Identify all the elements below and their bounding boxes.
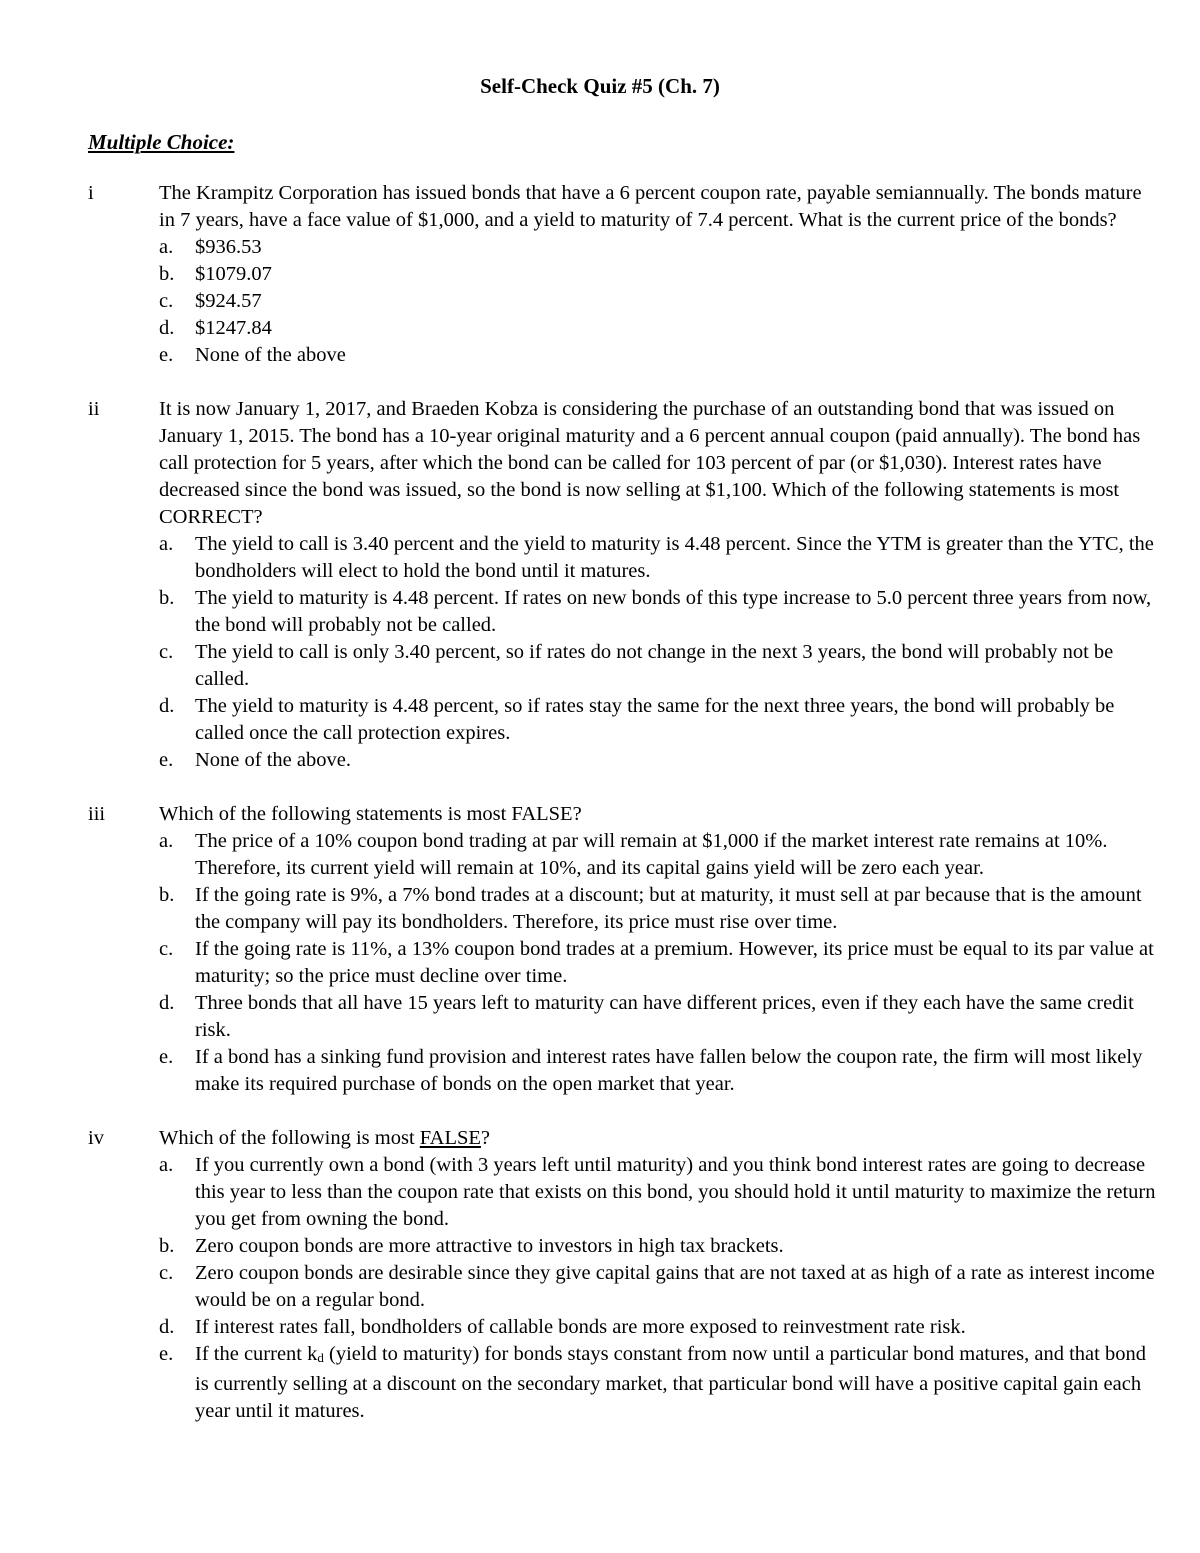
choice-text: If interest rates fall, bondholders of callable bonds are more exposed to reinvestment rate risk. (195, 1316, 966, 1338)
choice-text: $924.57 (195, 290, 262, 312)
choice-text: If you currently own a bond (with 3 years left until maturity) and you think bond interest rates are going to decrease this year to less than the coupon rate that exists on this bond, you should hold it until maturity to maximize the return you get from owning the bond. (195, 1154, 1156, 1230)
choice-letter: d. (159, 695, 175, 717)
question-ii (88, 396, 1158, 774)
choice-b (159, 585, 1158, 639)
choice-text: Three bonds that all have 15 years left to maturity can have different prices, even if they each have the same credit risk. (195, 992, 1134, 1041)
choice-letter: b. (159, 587, 175, 609)
choice-a (159, 1152, 1158, 1233)
choice-letter: b. (159, 263, 175, 285)
choice-letter: d. (159, 992, 175, 1014)
choice-list (159, 1152, 1158, 1425)
choice-d (159, 693, 1158, 747)
choice-letter: e. (159, 1343, 174, 1365)
question-number: iv (88, 1127, 104, 1149)
choice-text: If the going rate is 11%, a 13% coupon bond trades at a premium. However, its price must be equal to its par value at maturity; so the price must decline over time. (195, 938, 1154, 987)
choice-text: Zero coupon bonds are more attractive to investors in high tax brackets. (195, 1235, 784, 1257)
choice-a (159, 531, 1158, 585)
choice-e (159, 1341, 1158, 1425)
choice-c (159, 936, 1158, 990)
choice-c (159, 639, 1158, 693)
choice-letter: e. (159, 749, 174, 771)
choice-letter: e. (159, 1046, 174, 1068)
question-list (88, 180, 1158, 1452)
choice-letter: d. (159, 317, 175, 339)
choice-text: $1247.84 (195, 317, 272, 339)
choice-letter: c. (159, 1262, 174, 1284)
choice-list (159, 234, 1158, 369)
question-text (159, 1125, 1158, 1152)
choice-e (159, 747, 1158, 774)
choice-letter: e. (159, 344, 174, 366)
question-text-before: Which of the following is most (159, 1127, 420, 1149)
choice-text: None of the above. (195, 749, 351, 771)
choice-e (159, 1044, 1158, 1098)
choice-c (159, 1260, 1158, 1314)
choice-letter: b. (159, 1235, 175, 1257)
choice-e (159, 342, 1158, 369)
choice-letter: a. (159, 830, 174, 852)
choice-a (159, 828, 1158, 882)
choice-text: If the going rate is 9%, a 7% bond trades at a discount; but at maturity, it must sell at par because that is the amount the company will pay its bondholders. Therefore, its price must rise over time. (195, 884, 1142, 933)
choice-text: $1079.07 (195, 263, 272, 285)
choice-d (159, 990, 1158, 1044)
question-number: i (88, 182, 94, 204)
choice-text-before: If the current k (195, 1343, 318, 1365)
choice-text: The yield to maturity is 4.48 percent, so if rates stay the same for the next three years, the bond will probably be called once the call protection expires. (195, 695, 1115, 744)
choice-list (159, 531, 1158, 774)
choice-text: The yield to call is 3.40 percent and the yield to maturity is 4.48 percent. Since the YTM is greater than the YTC, the bondholders will elect to hold the bond until it matures. (195, 533, 1154, 582)
question-text: Which of the following statements is most FALSE? (159, 803, 582, 825)
choice-text: $936.53 (195, 236, 262, 258)
question-iv (88, 1125, 1158, 1425)
choice-text: The price of a 10% coupon bond trading at par will remain at $1,000 if the market interest rate remains at 10%. Therefore, its current yield will remain at 10%, and its capital gains yield will be zero each year. (195, 830, 1108, 879)
choice-text (195, 1343, 1146, 1422)
question-text: The Krampitz Corporation has issued bonds that have a 6 percent coupon rate, payable semiannually. The bonds mature in 7 years, have a face value of $1,000, and a yield to maturity of 7.4 percent. What is the current price of the bonds? (159, 182, 1142, 231)
choice-text: If a bond has a sinking fund provision and interest rates have fallen below the coupon rate, the firm will most likely make its required purchase of bonds on the open market that year. (195, 1046, 1143, 1095)
question-text-after: ? (480, 1127, 491, 1149)
question-number: iii (88, 803, 106, 825)
question-number: ii (88, 398, 100, 420)
choice-text-subscript: d (317, 1350, 324, 1365)
choice-d (159, 1314, 1158, 1341)
question-i (88, 180, 1158, 369)
choice-a (159, 234, 1158, 261)
choice-b (159, 261, 1158, 288)
choice-b (159, 882, 1158, 936)
choice-letter: d. (159, 1316, 175, 1338)
choice-letter: a. (159, 236, 174, 258)
choice-list (159, 828, 1158, 1098)
choice-letter: c. (159, 641, 174, 663)
choice-letter: a. (159, 533, 174, 555)
choice-text: None of the above (195, 344, 346, 366)
choice-text: Zero coupon bonds are desirable since they give capital gains that are not taxed at as high of a rate as interest income would be on a regular bond. (195, 1262, 1155, 1311)
question-iii (88, 801, 1158, 1098)
choice-text: The yield to maturity is 4.48 percent. If rates on new bonds of this type increase to 5.0 percent three years from now, the bond will probably not be called. (195, 587, 1152, 636)
choice-letter: c. (159, 938, 174, 960)
choice-c (159, 288, 1158, 315)
question-text: It is now January 1, 2017, and Braeden Kobza is considering the purchase of an outstanding bond that was issued on January 1, 2015. The bond has a 10-year original maturity and a 6 percent annual coupon (paid annually). The bond has call protection for 5 years, after which the bond can be called for 103 percent of par (or $1,030). Interest rates have decreased since the bond was issued, so the bond is now selling at $1,100. Which of the following statements is most CORRECT? (159, 398, 1141, 528)
quiz-title: Self-Check Quiz #5 (Ch. 7) (480, 74, 720, 98)
choice-d (159, 315, 1158, 342)
choice-b (159, 1233, 1158, 1260)
choice-letter: b. (159, 884, 175, 906)
section-heading: Multiple Choice: (88, 130, 235, 154)
question-text-underlined: FALSE (419, 1127, 481, 1149)
choice-text: The yield to call is only 3.40 percent, so if rates do not change in the next 3 years, the bond will probably not be called. (195, 641, 1114, 690)
choice-letter: a. (159, 1154, 174, 1176)
choice-letter: c. (159, 290, 174, 312)
choice-text-after: (yield to maturity) for bonds stays constant from now until a particular bond matures, and that bond is currently selling at a discount on the secondary market, that particular bond will have a positive capital gain each year until it matures. (195, 1343, 1146, 1422)
